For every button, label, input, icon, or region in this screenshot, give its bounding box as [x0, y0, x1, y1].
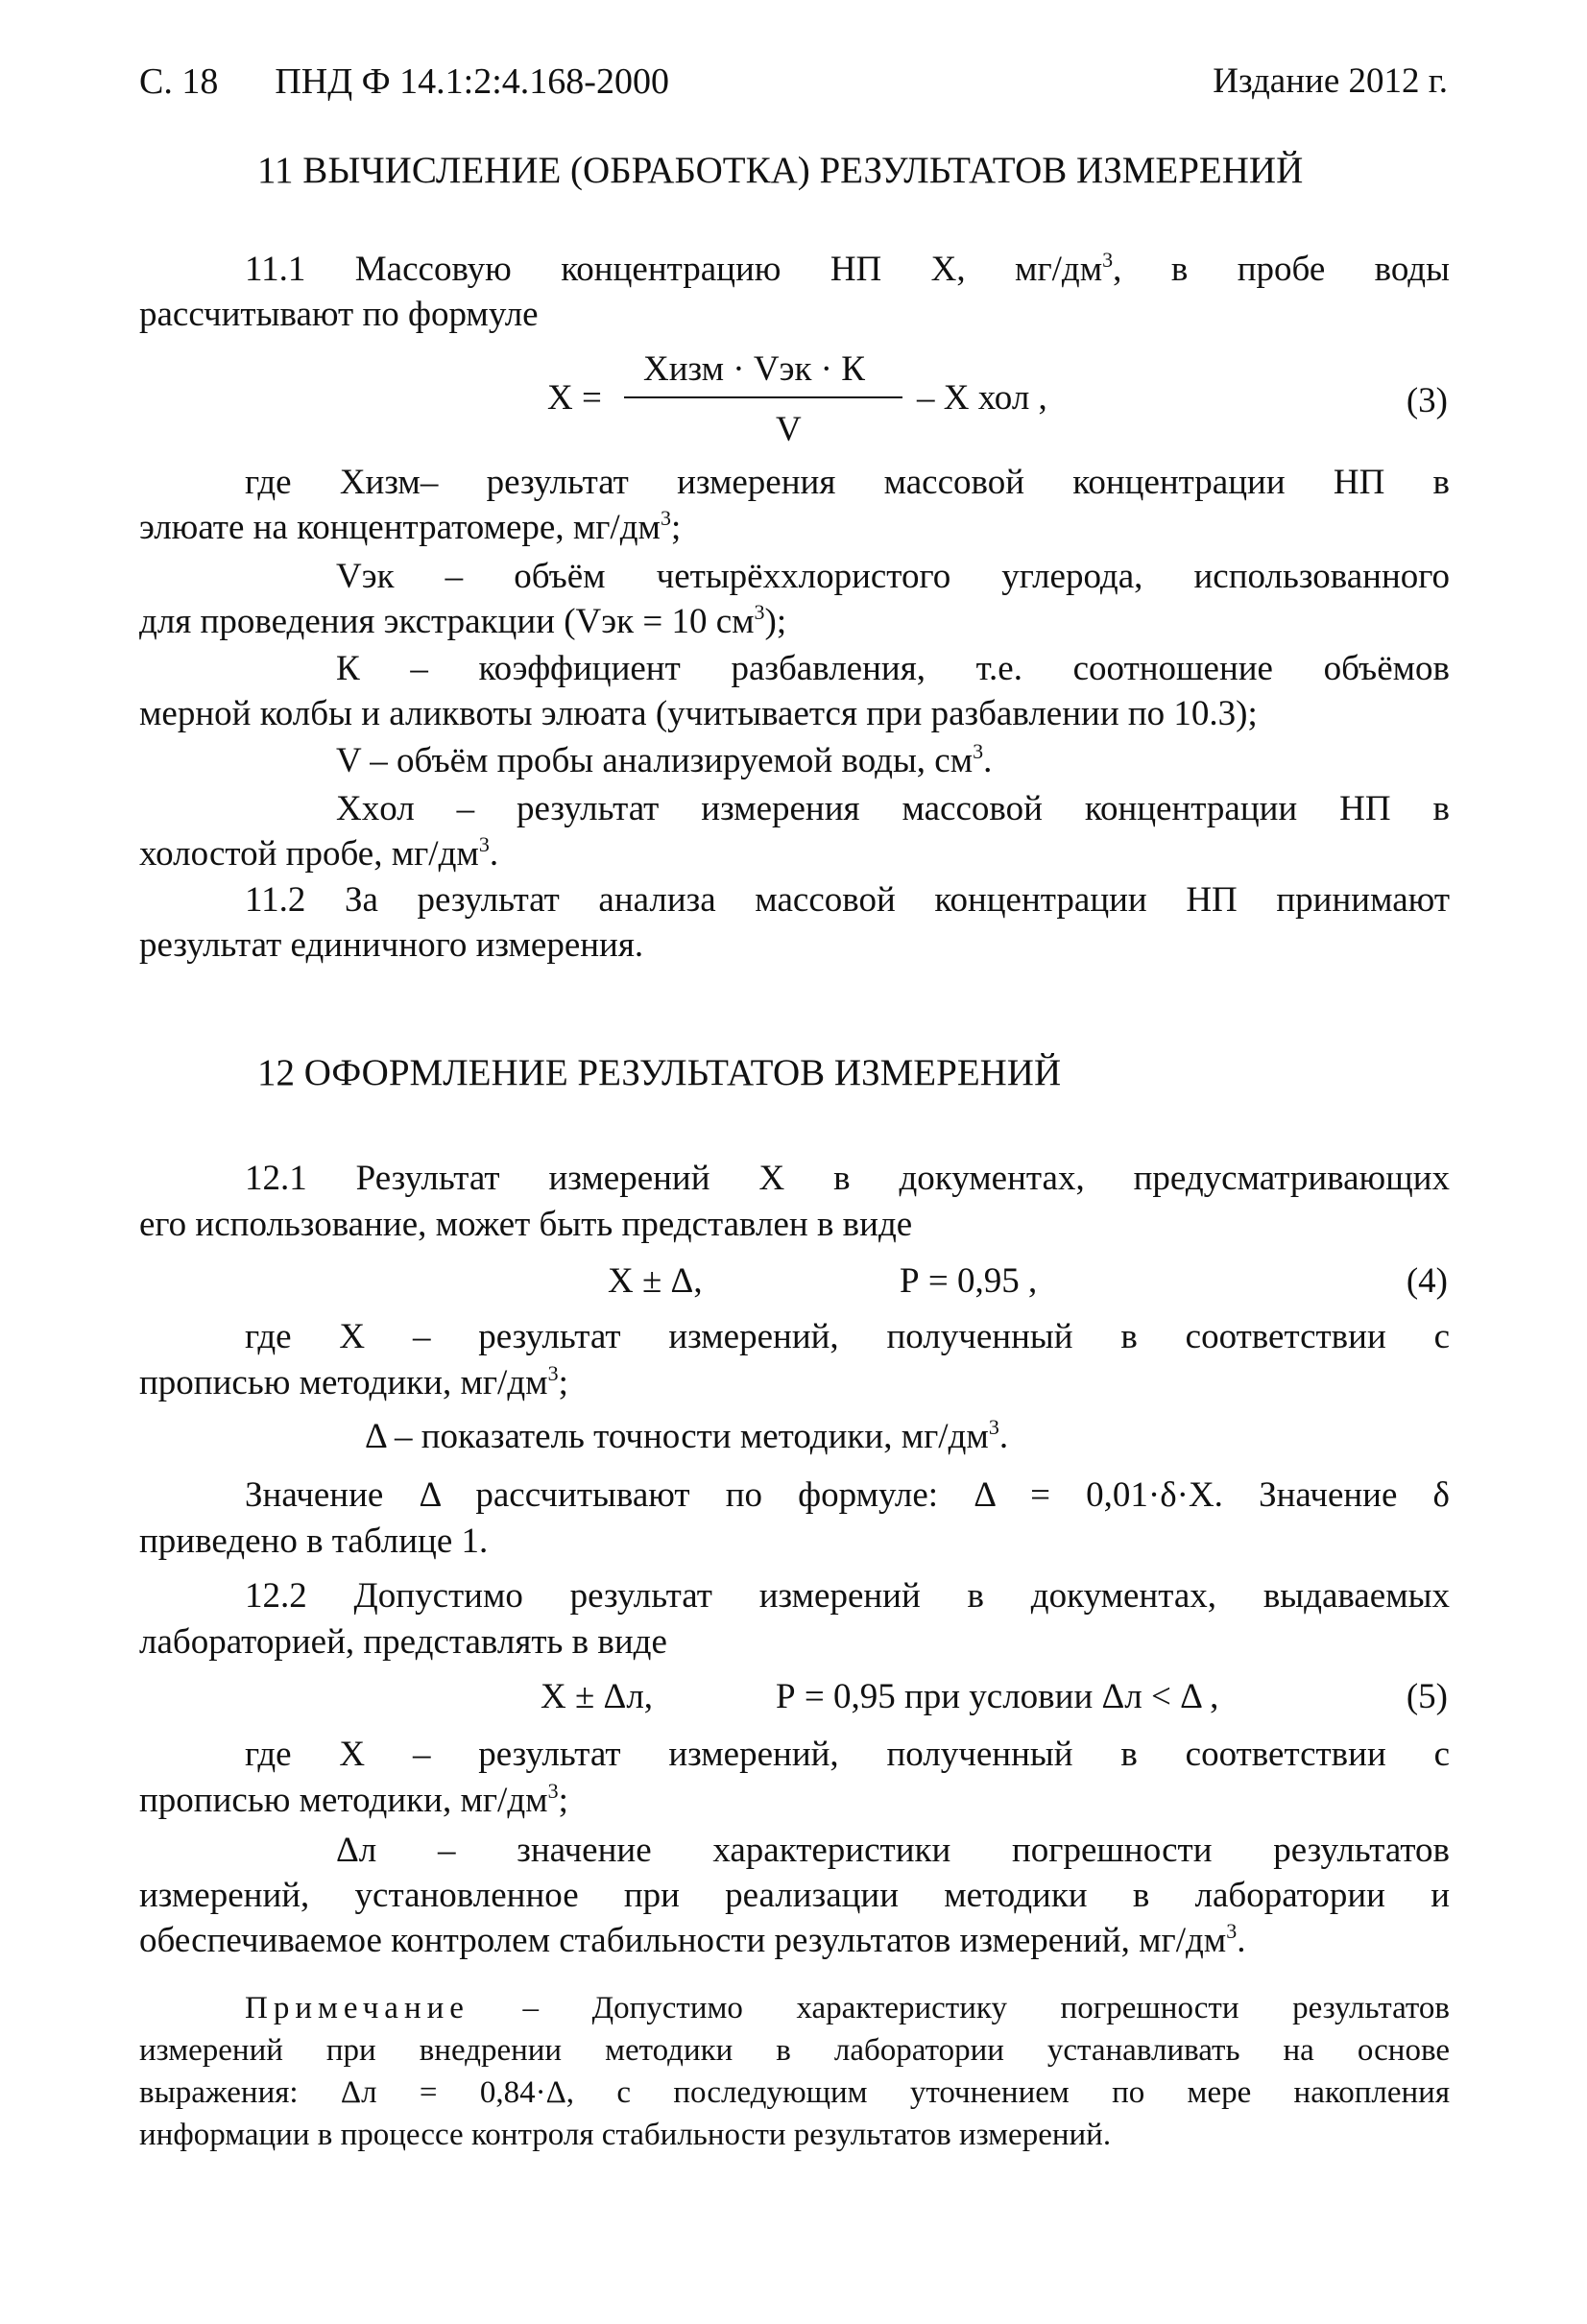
where-x-2-line2: прописью методики, $мг/дм^3$;: [139, 1779, 568, 1820]
where-v-line: V – объём пробы анализируемой воды, $см^3$.: [336, 739, 993, 780]
formula-5-expr: Х ± Δл,: [541, 1677, 654, 1716]
note-line3: выражения: Δл = 0,84·Δ, с последующим уточнением по мере накопления: [139, 2075, 1450, 2110]
formula-4-expr: Х ± Δ,: [608, 1261, 703, 1301]
formula-5-number: (5): [1406, 1677, 1448, 1716]
formula-3-denominator: V: [776, 410, 802, 449]
delta-value-line2: приведено в таблице 1.: [139, 1521, 489, 1561]
formula-3-number: (3): [1406, 381, 1448, 420]
para-11-2-line2: результат единичного измерения.: [139, 925, 644, 965]
para-12-1-line1: 12.1 Результат измерений Х в документах, предусматривающих: [245, 1159, 1450, 1198]
where-x-izm-line2: элюате на концентратомере, $мг/дм^3$;: [139, 506, 682, 547]
page-number: С. 18: [139, 61, 219, 102]
formula-3-rest: – Х хол ,: [917, 378, 1047, 418]
where-x-2-line1: где Х – результат измерений, полученный в соответствии с: [245, 1735, 1450, 1774]
where-x-hol-line1: Хxол – результат измерения массовой концентрации НП в: [336, 789, 1450, 828]
para-11-1-line2: рассчитывают по формуле: [139, 295, 539, 334]
where-delta-l-line2: измерений, установленное при реализации методики в лаборатории и: [139, 1876, 1450, 1915]
delta-value-line1: Значение Δ рассчитывают по формуле: Δ = 0,01·δ·Х. Значение δ: [245, 1475, 1450, 1515]
section-11-title: 11 ВЫЧИСЛЕНИЕ (ОБРАБОТКА) РЕЗУЛЬТАТОВ ИЗМЕРЕНИЙ: [257, 150, 1304, 191]
section-12-title: 12 ОФОРМЛЕНИЕ РЕЗУЛЬТАТОВ ИЗМЕРЕНИЙ: [257, 1052, 1062, 1093]
note-line4: информации в процессе контроля стабильности результатов измерений.: [139, 2118, 1112, 2152]
where-x-line2: прописью методики, $мг/дм^3$;: [139, 1361, 568, 1402]
where-x-izm-line1: где Хизм– результат измерения массовой концентрации НП в: [245, 463, 1450, 502]
edition-label: Издание 2012 г.: [1213, 61, 1448, 101]
para-12-1-line2: его использование, может быть представлен в виде: [139, 1205, 913, 1244]
where-delta-l-line1: Δл – значение характеристики погрешности результатов: [336, 1831, 1450, 1870]
note-line2: измерений при внедрении методики в лаборатории устанавливать на основе: [139, 2033, 1450, 2068]
where-k-line1: К – коэффициент разбавления, т.е. соотношение объёмов: [336, 649, 1450, 688]
formula-3-fraction-bar: [624, 396, 902, 398]
note-line1: Примечание – Допустимо характеристику погрешности результатов: [245, 1991, 1450, 2025]
para-12-2-line1: 12.2 Допустимо результат измерений в документах, выдаваемых: [245, 1576, 1450, 1616]
para-11-1-line1: 11.1 Массовую концентрацию НП Х, $мг/дм^3$, в пробе воды: [245, 248, 1450, 289]
where-v-ek-line1: Vэк – объём четырёххлористого углерода, использованного: [336, 557, 1450, 596]
para-12-2-line2: лабораторией, представлять в виде: [139, 1622, 667, 1662]
where-delta-l-line3: обеспечиваемое контролем стабильности результатов измерений, $мг/дм^3$.: [139, 1919, 1246, 1960]
note-label: Примечание: [245, 1991, 469, 2025]
para-11-2-line1: 11.2 За результат анализа массовой концентрации НП принимают: [245, 880, 1450, 920]
formula-5-condition: Р = 0,95 при условии Δл < Δ ,: [776, 1677, 1219, 1716]
formula-3-numerator: Хизм · Vэк · К: [643, 349, 865, 389]
where-x-line1: где Х – результат измерений, полученный в соответствии с: [245, 1317, 1450, 1356]
formula-3-lhs: X =: [547, 378, 602, 418]
where-x-hol-line2: холостой пробе, $мг/дм^3$.: [139, 832, 499, 874]
formula-4-condition: Р = 0,95 ,: [900, 1261, 1038, 1301]
where-k-line2: мерной колбы и аликвоты элюата (учитывается при разбавлении по 10.3);: [139, 694, 1258, 733]
formula-4-number: (4): [1406, 1261, 1448, 1301]
where-delta-line: Δ – показатель точности методики, $мг/дм^3$.: [365, 1415, 1009, 1456]
document-code: ПНД Ф 14.1:2:4.168-2000: [275, 61, 669, 102]
where-v-ek-line2: для проведения экстракции (Vэк = 10 $см^3$);: [139, 600, 787, 641]
